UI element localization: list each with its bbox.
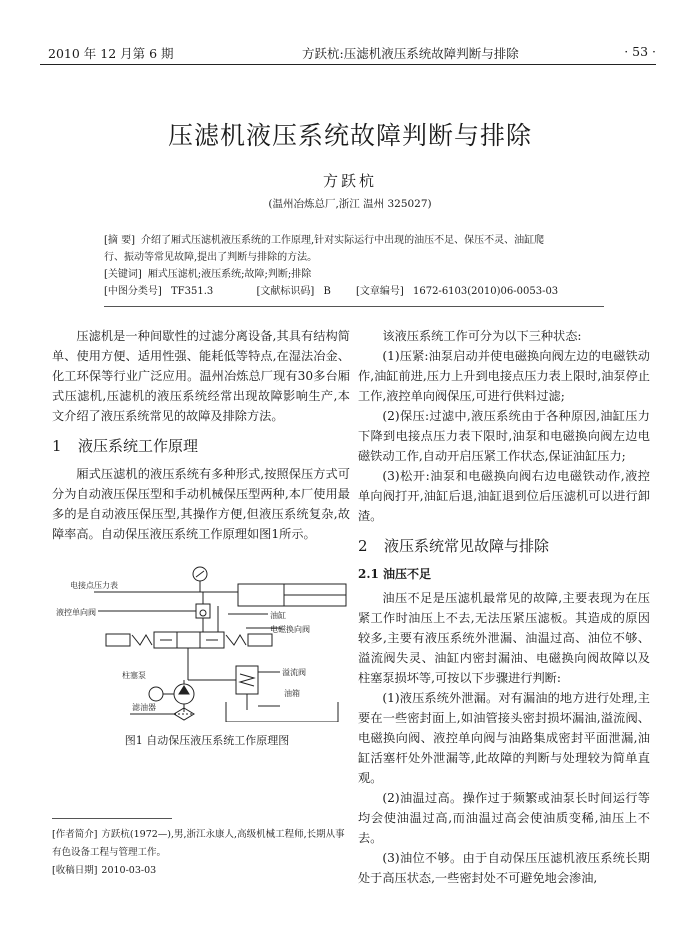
section-1-paragraph: 厢式压滤机的液压系统有多种形式,按照保压方式可分为自动液压保压型和手动机械保压型两种,本厂使用最多的是自动液压保压型,其操作方便,但液压系统复杂,故障率高。自动保压液压系统工作原理如图1所示。 (52, 467, 350, 541)
motor-icon (149, 687, 163, 701)
article-no-value: 1672-6103(2010)06-0053-03 (412, 286, 559, 297)
abstract-block (104, 232, 604, 300)
label-filter: 滤油器 (132, 703, 156, 712)
oil-level-paragraph: (3)油位不够。由于自动保压压滤机液压系统长期处于高压状态,一些密封处不可避免地会渗油, (358, 851, 650, 885)
issue-label: 2010 年 12 月第 6 期 (48, 46, 174, 61)
keywords-text: 厢式压滤机;液压系统;故障;判断;排除 (147, 269, 312, 280)
section-2-number: 2 (358, 537, 368, 555)
doc-code-label: [文献标识码] (256, 286, 315, 297)
keywords-label: [关键词] (104, 269, 142, 280)
section-1-heading (52, 436, 350, 456)
article-no-label: [文章编号] (355, 286, 404, 297)
abstract-rule (104, 306, 604, 307)
section-2-title: 液压系统常见故障与排除 (384, 537, 550, 555)
section-1-title: 液压系统工作原理 (78, 437, 199, 455)
page-number: · 53 · (624, 44, 656, 59)
state-press: (1)压紧:油泵启动并使电磁换向阀左边的电磁铁动作,油缸前进,压力上升到电接点压力表上限时,油泵停止工作,液控单向阀保压,可进行供料过滤; (358, 349, 650, 403)
label-relief-valve: 溢流阀 (282, 668, 306, 677)
hydraulic-diagram (48, 562, 348, 722)
abstract-line2: 行、振动等常见故障,提出了判断与排除的方法。 (104, 252, 318, 263)
received-date: 2010-03-03 (101, 865, 157, 876)
right-column (358, 326, 650, 888)
tank-icon (226, 702, 338, 722)
footnote (52, 826, 352, 880)
state-hold: (2)保压:过滤中,液压系统由于各种原因,油缸压力下降到电接点压力表下限时,油泵和电磁换向阀左边电磁铁动工作,自动开启压紧工作状态,保证油缸压力; (358, 409, 650, 463)
doc-code-value: B (323, 286, 331, 297)
abstract-line1: 介绍了厢式压滤机液压系统的工作原理,针对实际运行中出现的油压不足、保压不灵、油缸爬 (140, 235, 545, 246)
states-intro: 该液压系统工作可分为以下三种状态: (382, 329, 582, 343)
label-check-valve: 液控单向阀 (56, 608, 96, 617)
clc-value: TF351.3 (171, 286, 214, 297)
classification-line (104, 283, 604, 300)
label-solenoid-valve: 电磁换向阀 (270, 625, 310, 634)
abstract-label: [摘 要] (104, 235, 135, 246)
author-note-text: 方跃杭(1972—),男,浙江永康人,高级机械工程师,长期从事有色设备工程与管理工作。 (52, 829, 345, 858)
footnote-rule (52, 818, 172, 819)
oil-temp-paragraph: (2)油温过高。操作过于频繁或油泵长时间运行等均会使油温过高,而油温过高会使油质变稀,油压上不去。 (358, 791, 650, 845)
left-column (52, 326, 350, 544)
label-cylinder: 油缸 (270, 611, 286, 620)
oil-pressure-paragraph: 油压不足是压滤机最常见的故障,主要表现为在压紧工作时油压上不去,无法压紧压滤板。其造成的原因较多,主要有液压系统外泄漏、油温过高、油位不够、溢流阀失灵、油缸内密封漏油、电磁换向阀故障以及柱塞泵损坏等,可按以下步骤进行判断: (358, 591, 650, 685)
running-header (40, 40, 656, 65)
label-gauge: 电接点压力表 (70, 581, 118, 590)
label-tank: 油箱 (284, 689, 300, 698)
intro-paragraph: 压滤机是一种间歇性的过滤分离设备,其具有结构简单、使用方便、适用性强、能耗低等特点,在湿法冶金、化工环保等行业广泛应用。温州冶炼总厂现有30多台厢式压滤机,压滤机的液压系统经常出现故障影响生产,本文介绍了液压系统常见的故障及排除方法。 (52, 329, 350, 423)
article-affiliation: (温州冶炼总厂,浙江 温州 325027) (268, 198, 432, 210)
subsection-2-1: 2.1 油压不足 (358, 567, 432, 581)
section-1-number: 1 (52, 437, 62, 455)
received-date-label: [收稿日期] (52, 865, 98, 876)
article-author: 方跃杭 (322, 172, 377, 190)
author-note-label: [作者简介] (52, 829, 98, 840)
external-leak-paragraph: (1)液压系统外泄漏。对有漏油的地方进行处理,主要在一些密封面上,如油管接头密封损坏漏油,溢流阀、电磁换向阀、液控单向阀与油路集成密封平面泄漏,油缸活塞杆处外泄漏等,此故障的判断与处理较为简单直观。 (358, 691, 650, 785)
state-release: (3)松开:油泵和电磁换向阀右边电磁铁动作,液控单向阀打开,油缸后退,油缸退到位后压滤机可以进行卸渣。 (358, 469, 650, 523)
clc-label: [中图分类号] (104, 286, 162, 297)
running-title: 方跃杭:压滤机液压系统故障判断与排除 (302, 46, 519, 61)
label-pump: 柱塞泵 (122, 671, 146, 680)
article-title: 压滤机液压系统故障判断与排除 (167, 121, 532, 150)
figure-caption: 图1 自动保压液压系统工作原理图 (124, 734, 290, 747)
section-2-heading (358, 536, 650, 556)
